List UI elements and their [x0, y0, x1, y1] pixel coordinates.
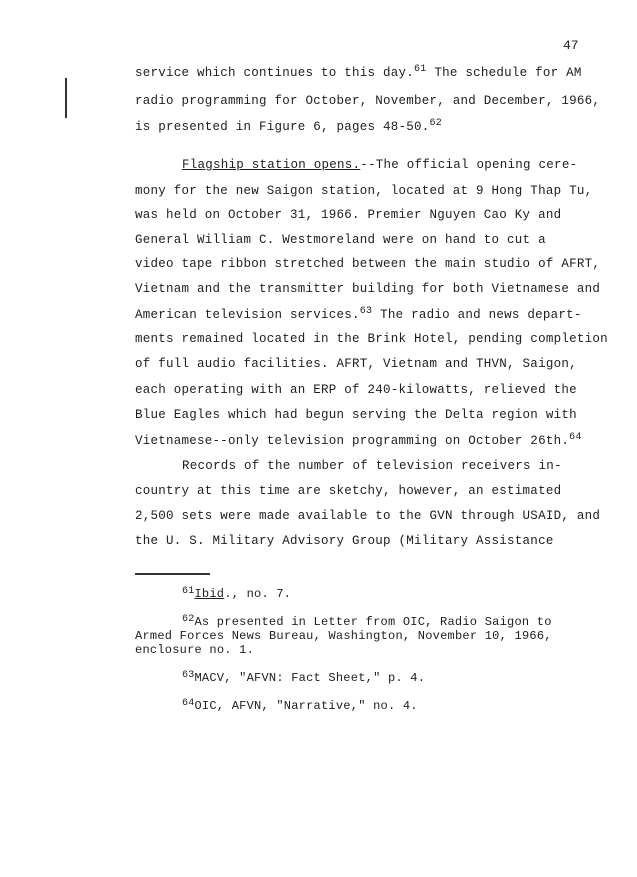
body-line: was held on October 31, 1966. Premier Nguyen Cao Ky and: [135, 208, 562, 222]
body-line: Blue Eagles which had begun serving the Delta region with: [135, 408, 577, 422]
body-line: the U. S. Military Advisory Group (Military Assistance: [135, 534, 554, 548]
body-line: video tape ribbon stretched between the main studio of AFRT,: [135, 257, 601, 271]
page-number: 47: [563, 38, 579, 53]
body-line: service which continues to this day.$^{61}$ The schedule for AM: [135, 64, 582, 80]
body-line: Vietnamese--only television programming on October 26th.$^{64}$: [135, 432, 582, 448]
footnote-62-line3: enclosure no. 1.: [135, 643, 255, 657]
body-line: 2,500 sets were made available to the GVN through USAID, and: [135, 509, 601, 523]
footnote-ref: 62: [429, 118, 443, 129]
footnote-64: $^{64}$OIC, AFVN, "Narrative," no. 4.: [182, 698, 418, 713]
body-line: radio programming for October, November, and December, 1966,: [135, 94, 601, 108]
body-line: Flagship station opens.--The official opening cere-: [182, 158, 578, 172]
footnote-separator: [135, 573, 210, 575]
body-line: is presented in Figure 6, pages 48-50.62: [135, 118, 443, 134]
footnote-62: $^{62}$As presented in Letter from OIC, Radio Saigon to: [182, 614, 552, 629]
body-line: General William C. Westmoreland were on hand to cut a: [135, 233, 546, 247]
paragraph-heading: Flagship station opens.: [182, 158, 361, 172]
body-line: American television services.$^{63}$ The radio and news depart-: [135, 306, 582, 322]
footnote-ref: 64: [569, 432, 582, 443]
footnote-ref: 63: [359, 306, 373, 317]
body-line: country at this time are sketchy, however, an estimated: [135, 484, 562, 498]
body-line: each operating with an ERP of 240-kilowatts, relieved the: [135, 383, 577, 397]
footnote-63: $^{63}$MACV, "AFVN: Fact Sheet," p. 4.: [182, 670, 426, 685]
margin-mark: [65, 78, 67, 118]
body-line: ments remained located in the Brink Hotel, pending completion: [135, 332, 608, 346]
body-line: Records of the number of television receivers in-: [182, 459, 562, 473]
body-line: of full audio facilities. AFRT, Vietnam and THVN, Saigon,: [135, 357, 577, 371]
body-line: mony for the new Saigon station, located at 9 Hong Thap Tu,: [135, 184, 593, 198]
footnote-ref: 61: [414, 64, 427, 75]
footnote-61: $^{61}$Ibid., no. 7.: [182, 586, 292, 601]
footnote-62-line2: Armed Forces News Bureau, Washington, November 10, 1966,: [135, 629, 552, 643]
body-line: Vietnam and the transmitter building for both Vietnamese and: [135, 282, 601, 296]
